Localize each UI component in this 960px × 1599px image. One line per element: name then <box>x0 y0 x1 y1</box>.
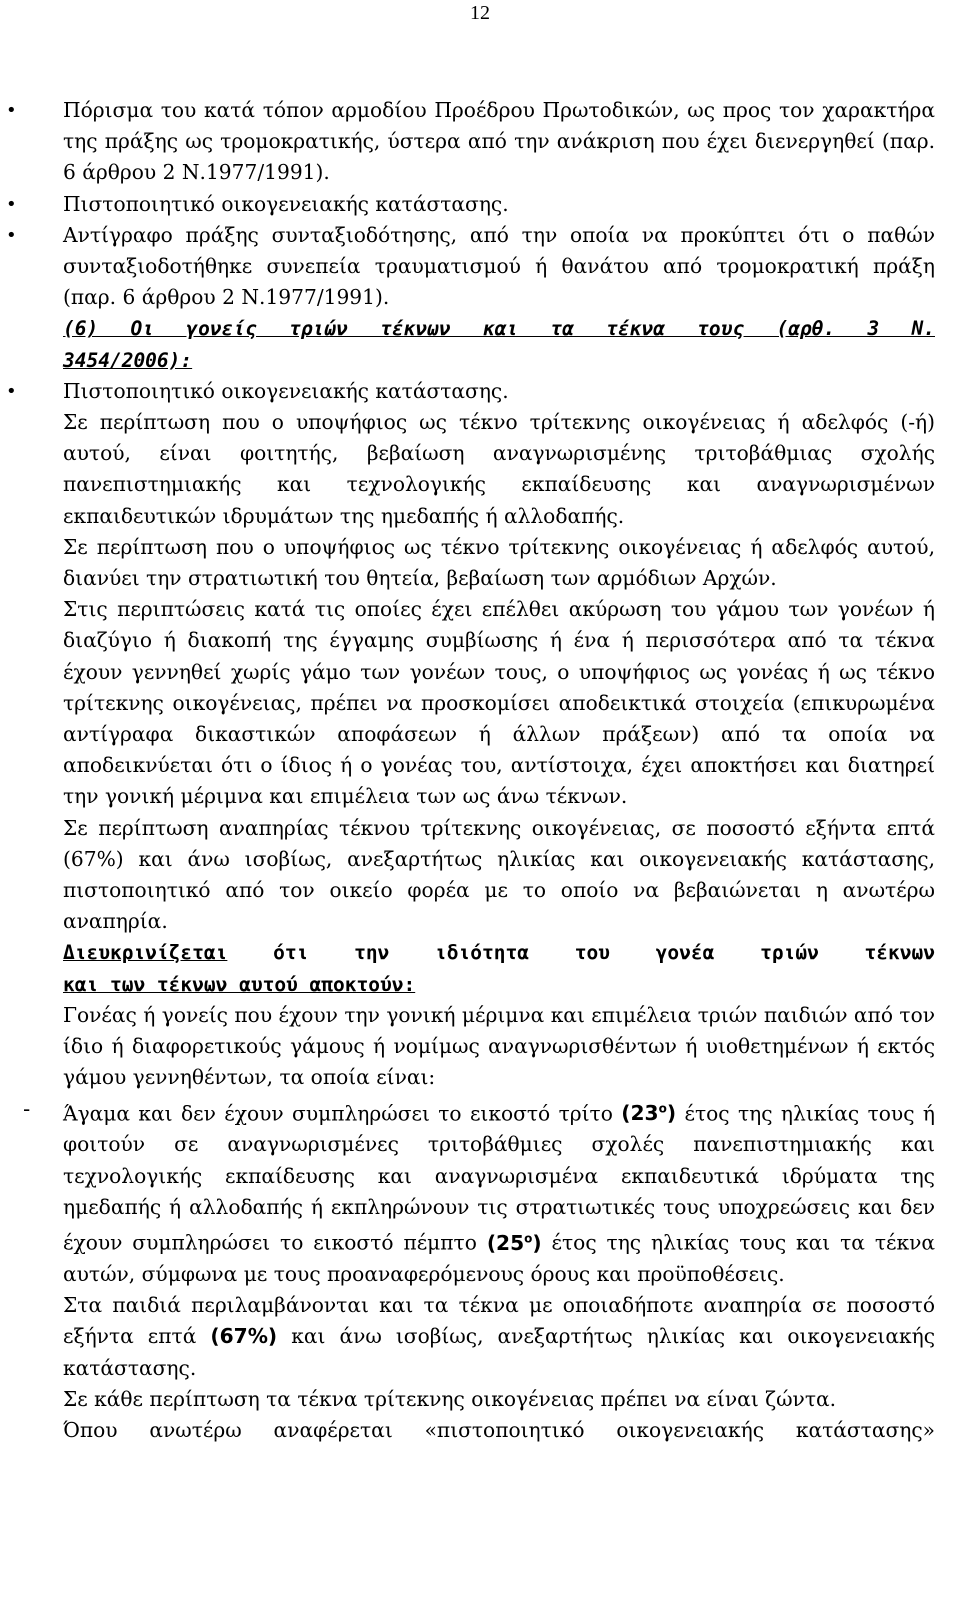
list-item <box>6 220 935 314</box>
list-item <box>6 189 935 220</box>
list-item-text: Πιστοποιητικό οικογενειακής κατάστασης. <box>63 191 509 216</box>
children-note-text-1: Στα παιδιά περιλαμβάνονται και τα τέκνα με οποιαδήποτε αναπηρία σε ποσοστό εξήντα επτά <box>63 1293 935 1349</box>
bullet-icon: • <box>6 100 17 121</box>
dash-item-text-1: Άγαμα και δεν έχουν συμπληρώσει το εικοστό τρίτο <box>63 1101 622 1126</box>
bullet-icon: • <box>6 380 17 402</box>
page-content <box>6 95 935 1446</box>
percent-67-label: (67%) <box>210 1324 278 1349</box>
alive-note: Σε κάθε περίπτωση τα τέκνα τρίτεκνης οικογένειας πρέπει να είναι ζώντα. <box>63 1386 837 1411</box>
children-note-text-2: και άνω ισοβίως, ανεξαρτήτως ηλικίας και οικογενειακής κατάστασης. <box>63 1324 935 1380</box>
list-item-text: Πόρισμα του κατά τόπον αρμοδίου Προέδρου Πρωτοδικών, ως προς τον χαρακτήρα της πράξης ως τρομοκρατικής, ύστερα από την ανάκριση που έχει διενεργηθεί (παρ. 6 άρθρου 2 Ν.1977/1991). <box>63 98 935 185</box>
clarification-keyword: Διευκρινίζεται <box>63 941 228 965</box>
last-line: Όπου ανωτέρω αναφέρεται «πιστοποιητικό οικογενειακής κατάστασης» <box>63 1418 935 1442</box>
clarification-line2: και των τέκνων αυτού αποκτούν: <box>63 972 416 996</box>
dash-marker: - <box>23 1096 31 1121</box>
section-heading-line1: (6) Οι γονείς τριών τέκνων και τα τέκνα τους (αρθ. 3 Ν. <box>63 317 935 341</box>
list-item-text: Πιστοποιητικό οικογενειακής κατάστασης. <box>63 378 509 403</box>
section-heading-line2: 3454/2006): <box>63 348 193 372</box>
clarification-line1 <box>63 937 935 968</box>
bullet-icon: • <box>6 224 17 246</box>
paragraph: Σε περίπτωση που ο υποψήφιος ως τέκνο τρίτεκνης οικογένειας ή αδελφός (-ή) αυτού, είναι φοιτητής, βεβαίωση αναγνωρισμένης τριτοβάθμιας σχολής πανεπιστημιακής και τεχνολογικής εκπαίδευσης και αναγνωρισμένων εκπαιδευτικών ιδρυμάτων της ημεδαπής ή αλλοδαπής. <box>63 410 935 528</box>
list-item <box>6 95 935 189</box>
dash-list-item <box>23 1094 935 1291</box>
age-25-label: $(25^o)$ <box>486 1230 542 1255</box>
age-23-label: $(23^o)$ <box>621 1101 677 1126</box>
children-note <box>63 1290 935 1384</box>
clarification-heading <box>63 937 935 999</box>
definition-paragraph: Γονέας ή γονείς που έχουν την γονική μέριμνα και επιμέλεια τριών παιδιών από τον ίδιο ή διαφορετικούς γάμους ή νομίμως αναγνωρισθέντων ή υιοθετημένων ή εκτός γάμου γεννηθέντων, τα οποία είναι: <box>63 1002 935 1090</box>
paragraph: Στις περιπτώσεις κατά τις οποίες έχει επέλθει ακύρωση του γάμου των γονέων ή διαζύγιο ή διακοπή της έγγαμης συμβίωσης ή ένα ή περισσότερα από τα τέκνα έχουν γεννηθεί χωρίς γάμο των γονέων τους, ο υποψήφιος ως γονέας ή ως τέκνο τρίτεκνης οικογένειας, πρέπει να προσκομίσει αποδεικτικά στοιχεία (επικυρωμένα αντίγραφα δικαστικών αποφάσεων ή άλλων πράξεων) από τα οποία να αποδεικνύεται ότι ο ίδιος ή ο γονέας του, αντίστοιχα, έχει αποκτήσει και διατηρεί την γονική μέριμνα και επιμέλεια των ως άνω τέκνων. <box>63 597 935 809</box>
section-heading <box>63 313 935 344</box>
paragraph: Σε περίπτωση που ο υποψήφιος ως τέκνο τρίτεκνης οικογένειας ή αδελφός αυτού, διανύει την στρατιωτική του θητεία, βεβαίωση των αρμόδιων Αρχών. <box>63 534 935 591</box>
bullet-icon: • <box>6 193 17 215</box>
page-number: 12 <box>470 2 490 24</box>
section-heading-cont <box>63 345 935 376</box>
dash-item-text-2: έτος της ηλικίας τους ή φοιτούν σε αναγνωρισμένες τριτοβάθμιες σχολές πανεπιστημιακής και τεχνολογικής εκπαίδευσης και αναγνωρισμένα εκπαιδευτικά ιδρύματα της ημεδαπής ή αλλοδαπής ή εκπληρώνουν τις στρατιωτικές τους υποχρεώσεις και δεν έχουν συμπληρώσει το εικοστό πέμπτο <box>63 1101 935 1255</box>
paragraph: Σε περίπτωση αναπηρίας τέκνου τρίτεκνης οικογένειας, σε ποσοστό εξήντα επτά (67%) και άνω ισοβίως, ανεξαρτήτως ηλικίας και οικογενειακής κατάστασης, πιστοποιητικό από τον οικείο φορέα με το οποίο να βεβαιώνεται η ανωτέρω αναπηρία. <box>63 815 935 934</box>
clarification-line1-rest: ότι την ιδιότητα του γονέα τριών τέκνων <box>227 941 935 965</box>
list-item-text: Αντίγραφο πράξης συνταξιοδότησης, από την οποία να προκύπτει ότι ο παθών συνταξιοδοτήθηκε συνεπεία τραυματισμού ή θανάτου από τρομοκρατική πράξη (παρ. 6 άρθρου 2 Ν.1977/1991). <box>63 222 935 310</box>
list-item <box>6 376 935 407</box>
dash-item-text-3: έτος της ηλικίας τους και τα τέκνα αυτών, σύμφωνα με τους προαναφερόμενους όρους και προϋποθέσεις. <box>63 1230 935 1286</box>
